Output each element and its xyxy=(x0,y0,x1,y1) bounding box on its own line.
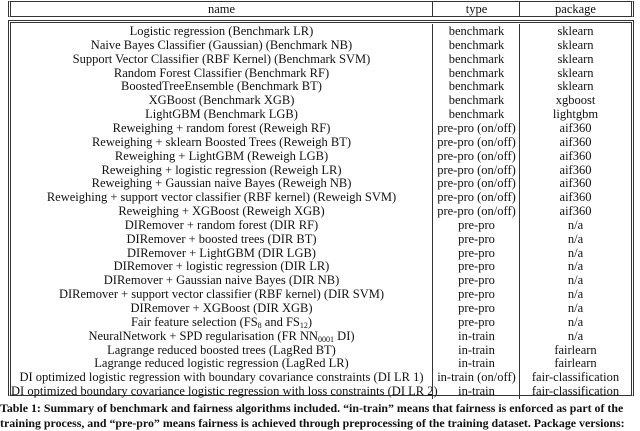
cell-name xyxy=(11,246,432,261)
cell-name xyxy=(11,107,432,122)
cell-name xyxy=(11,301,432,316)
table-row xyxy=(11,66,631,81)
cell-package: aif360 xyxy=(519,176,631,191)
cell-name xyxy=(11,38,432,53)
cell-type: pre-pro (on/off) xyxy=(432,190,520,205)
cell-type: benchmark xyxy=(432,107,520,122)
table-row xyxy=(11,301,631,316)
cell-type: pre-pro xyxy=(432,232,520,247)
name-text: Lagrange reduced boosted trees (LagRed BT) xyxy=(107,342,336,357)
cell-name xyxy=(11,121,432,136)
cell-name xyxy=(11,190,432,205)
name-text: ) xyxy=(307,314,313,329)
cell-package: aif360 xyxy=(519,121,631,136)
table-caption xyxy=(0,401,640,431)
cell-name xyxy=(11,370,432,385)
cell-package: n/a xyxy=(519,232,631,247)
cell-package: aif360 xyxy=(519,149,631,164)
table-row xyxy=(11,204,631,219)
name-text: DIRemover + boosted trees (DIR BT) xyxy=(126,231,317,246)
table-row xyxy=(11,190,631,205)
name-text: Reweighing + support vector classifier (RBF kernel) (Reweigh SVM) xyxy=(46,190,397,205)
cell-package: n/a xyxy=(519,287,631,302)
cell-package: n/a xyxy=(519,218,631,233)
name-text: DIRemover + support vector classifier (RBF kernel) (DIR SVM) xyxy=(58,287,385,302)
cell-name xyxy=(11,273,432,288)
name-text: Support Vector Classifier (RBF Kernel) (Benchmark SVM) xyxy=(72,51,371,66)
cell-type: in-train xyxy=(432,329,520,344)
cell-type: benchmark xyxy=(432,52,520,67)
cell-package: aif360 xyxy=(519,163,631,178)
header-row xyxy=(11,2,631,16)
cell-type: pre-pro (on/off) xyxy=(432,149,520,164)
cell-name xyxy=(11,356,432,371)
name-text: Random Forest Classifier (Benchmark RF) xyxy=(113,65,330,80)
header-package: package xyxy=(519,2,631,16)
table-row xyxy=(11,121,631,136)
cell-name xyxy=(11,384,438,399)
cell-package: aif360 xyxy=(519,135,631,150)
cell-package: fairlearn xyxy=(519,343,631,358)
table-row xyxy=(11,273,631,288)
cell-package: n/a xyxy=(519,301,631,316)
cell-name xyxy=(11,329,432,344)
cell-package: sklearn xyxy=(519,52,631,67)
header-type: type xyxy=(432,2,520,16)
cell-name xyxy=(11,66,432,81)
name-text: DI optimized boundary covariance logistic regression with loss constraints (DI LR 2) xyxy=(11,384,438,399)
caption-line-2: training process, and “pre-pro” means fairness is achieved through preprocessing of the training dataset. Package versions: xyxy=(0,416,625,430)
cell-name xyxy=(11,218,432,233)
cell-type: pre-pro xyxy=(432,259,520,274)
table-row xyxy=(11,107,631,122)
table-row xyxy=(11,176,631,191)
name-text: Reweighing + XGBoost (Reweigh XGB) xyxy=(118,204,325,219)
cell-name xyxy=(11,79,432,94)
cell-package: fair-classification xyxy=(519,370,631,385)
table-row xyxy=(11,287,631,302)
cell-type: pre-pro (on/off) xyxy=(432,135,520,150)
table-row xyxy=(11,370,631,385)
cell-package: n/a xyxy=(519,259,631,274)
cell-package: n/a xyxy=(519,273,631,288)
cell-type: pre-pro (on/off) xyxy=(432,204,520,219)
name-text: Lagrange reduced logistic regression (LagRed LR) xyxy=(94,356,349,371)
cell-package: fair-classification xyxy=(519,384,631,399)
cell-package: fairlearn xyxy=(519,356,631,371)
name-text: XGBoost (Benchmark XGB) xyxy=(148,93,295,108)
cell-name xyxy=(11,163,432,178)
cell-name xyxy=(11,135,432,150)
cell-type: pre-pro xyxy=(432,273,520,288)
name-text: DIRemover + Gaussian naive Bayes (DIR NB) xyxy=(103,273,340,288)
cell-type: in-train (on/off) xyxy=(432,370,520,385)
name-text: LightGBM (Benchmark LGB) xyxy=(145,107,298,122)
cell-name xyxy=(11,24,432,39)
header-name: name xyxy=(207,2,236,16)
table-row xyxy=(11,343,631,358)
caption-line-1: Table 1: Summary of benchmark and fairness algorithms included. “in-train” means that fairness is enforced as part of the xyxy=(0,401,624,415)
table-row xyxy=(11,79,631,94)
table-row xyxy=(11,38,631,53)
subscript: 0001 xyxy=(318,334,335,344)
name-text: NeuralNetwork + SPD regularisation (FR NN xyxy=(88,328,319,343)
subscript: 12 xyxy=(299,320,308,330)
name-text: DIRemover + XGBoost (DIR XGB) xyxy=(130,301,313,315)
table-row xyxy=(11,329,631,344)
cell-name xyxy=(11,93,432,108)
name-text: Naive Bayes Classifier (Gaussian) (Benchmark NB) xyxy=(90,37,353,52)
cell-name xyxy=(11,287,432,302)
cell-name xyxy=(11,315,432,330)
cell-name xyxy=(11,343,432,358)
cell-package: sklearn xyxy=(519,79,631,94)
cell-package: xgboost xyxy=(519,93,631,108)
table-row xyxy=(11,384,631,399)
name-text: DIRemover + LightGBM (DIR LGB) xyxy=(127,245,316,260)
cell-type: benchmark xyxy=(432,93,520,108)
name-text: DIRemover + logistic regression (DIR LR) xyxy=(113,259,330,274)
table-row xyxy=(11,52,631,67)
name-text: BoostedTreeEnsemble (Benchmark BT) xyxy=(121,79,322,94)
cell-type: pre-pro xyxy=(432,315,520,330)
name-text: Reweighing + sklearn Boosted Trees (Reweigh BT) xyxy=(91,134,352,149)
cell-package: lightgbm xyxy=(519,107,631,122)
cell-type: benchmark xyxy=(432,38,520,53)
name-text: Logistic regression (Benchmark LR) xyxy=(129,24,314,38)
cell-package: sklearn xyxy=(519,38,631,53)
name-text: Reweighing + Gaussian naive Bayes (Reweigh NB) xyxy=(91,176,352,191)
table-row xyxy=(11,149,631,164)
table-row xyxy=(11,246,631,261)
name-text: DI optimized logistic regression with boundary covariance constraints (DI LR 1) xyxy=(19,370,424,385)
table-row xyxy=(11,356,631,371)
cell-name xyxy=(11,52,432,67)
name-text: Reweighing + random forest (Reweigh RF) xyxy=(112,120,331,135)
cell-type: pre-pro (on/off) xyxy=(432,163,520,178)
name-text: DI) xyxy=(334,328,355,343)
table-row xyxy=(11,135,631,150)
table-row xyxy=(11,163,631,178)
table-row xyxy=(11,315,631,330)
cell-type: pre-pro xyxy=(432,218,520,233)
cell-name xyxy=(11,149,432,164)
table-row xyxy=(11,218,631,233)
cell-type: in-train xyxy=(432,384,520,399)
cell-package: n/a xyxy=(519,329,631,344)
cell-package: sklearn xyxy=(519,24,631,39)
cell-package: aif360 xyxy=(519,190,631,205)
table-row xyxy=(11,232,631,247)
name-text: Reweighing + logistic regression (Reweigh LR) xyxy=(101,162,342,177)
cell-type: pre-pro (on/off) xyxy=(432,176,520,191)
cell-package: n/a xyxy=(519,246,631,261)
cell-type: pre-pro xyxy=(432,287,520,302)
cell-package: aif360 xyxy=(519,204,631,219)
table-row xyxy=(11,93,631,108)
cell-name xyxy=(11,232,432,247)
name-text: Reweighing + LightGBM (Reweigh LGB) xyxy=(114,148,329,163)
name-text: Fair feature selection (FS xyxy=(130,314,258,329)
cell-type: in-train xyxy=(432,356,520,371)
table-body xyxy=(8,20,634,399)
cell-type: pre-pro xyxy=(432,301,520,316)
cell-name xyxy=(11,259,432,274)
cell-type: in-train xyxy=(432,343,520,358)
name-text: and FS xyxy=(261,314,300,329)
cell-type: pre-pro xyxy=(432,246,520,261)
table-row xyxy=(11,24,631,39)
cell-type: pre-pro (on/off) xyxy=(432,121,520,136)
table-row xyxy=(11,259,631,274)
cell-type: benchmark xyxy=(432,79,520,94)
cell-name xyxy=(11,176,432,191)
cell-type: benchmark xyxy=(432,66,520,81)
cell-name xyxy=(11,204,432,219)
cell-package: n/a xyxy=(519,315,631,330)
cell-package: sklearn xyxy=(519,66,631,81)
name-text: DIRemover + random forest (DIR RF) xyxy=(124,217,319,232)
subscript: 8 xyxy=(257,320,262,330)
table-header xyxy=(8,1,634,17)
cell-type: benchmark xyxy=(432,24,520,39)
